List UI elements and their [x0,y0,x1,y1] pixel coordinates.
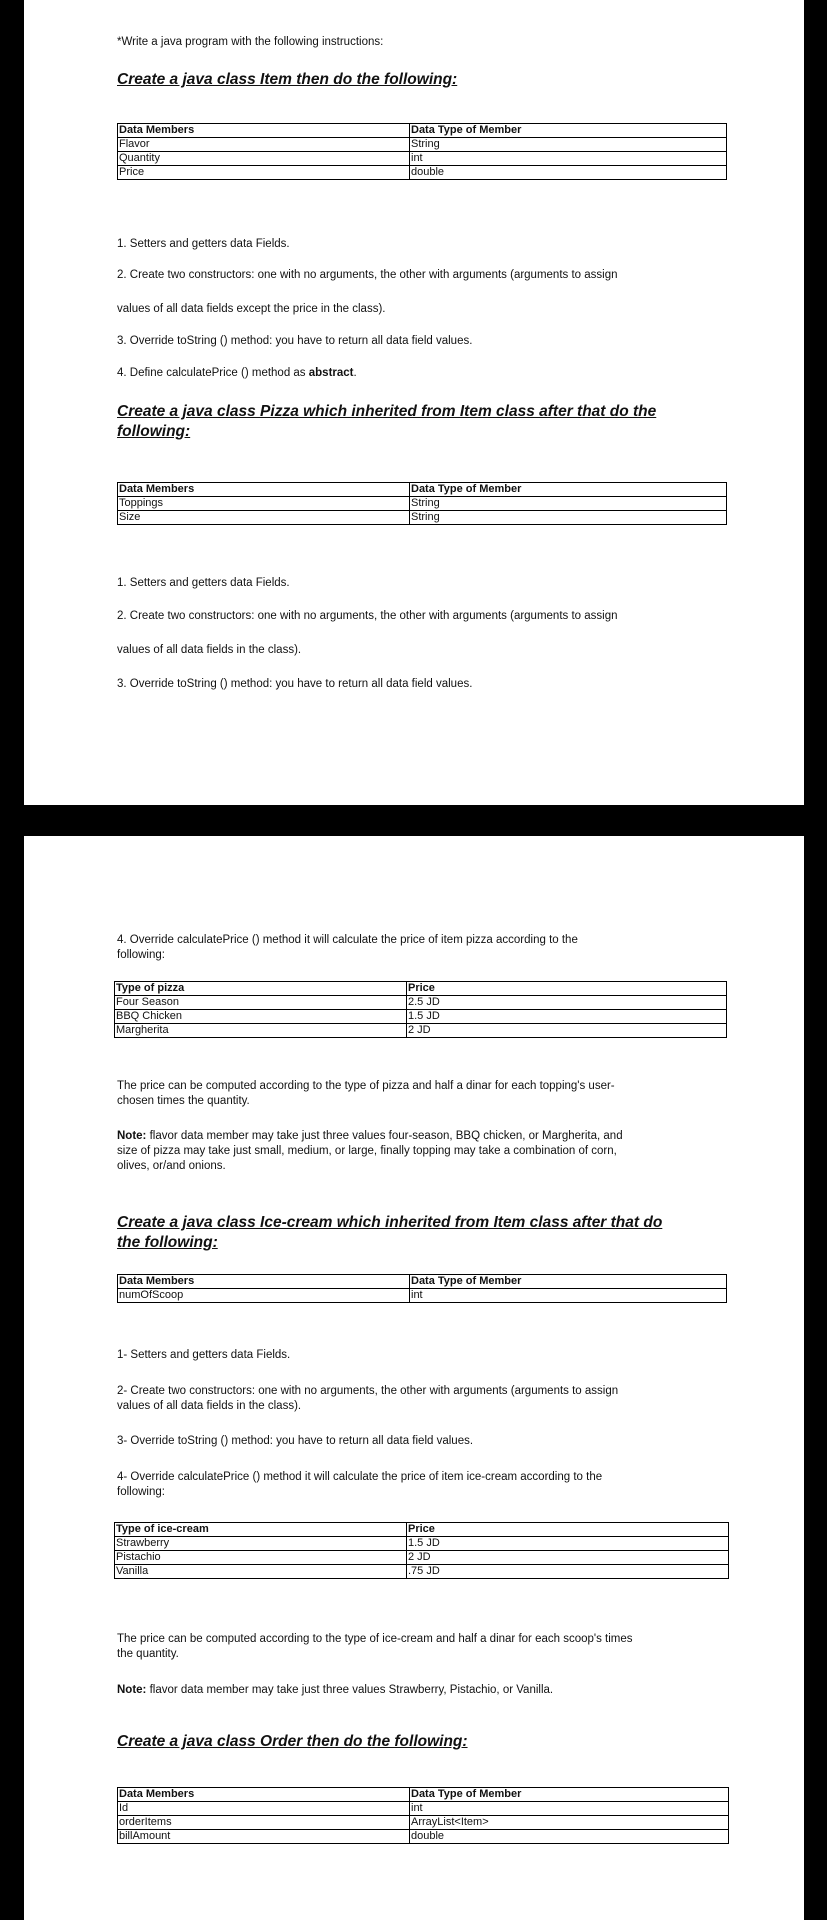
table-row [115,1565,729,1579]
table-cell: int [410,1802,729,1816]
table-cell: Strawberry [115,1537,407,1551]
icecream-price-note-line-2: the quantity. [117,1648,179,1660]
table-cell: BBQ Chicken [115,1010,407,1024]
table-row [118,1289,727,1303]
note-label: Note: [117,1130,147,1142]
order-members-table [117,1787,729,1844]
table-cell: billAmount [118,1830,410,1844]
table-row [118,1830,729,1844]
table-row [118,511,727,525]
pizza-note-line-1 [117,1129,623,1144]
pizza-note-line-3: olives, or/and onions. [117,1160,226,1172]
table-cell: Id [118,1802,410,1816]
table-cell: 1.5 JD [407,1010,727,1024]
table-cell: ArrayList<Item> [410,1816,729,1830]
table-header-cell: Price [407,982,727,996]
icecream-step-4-line-1: 4- Override calculatePrice () method it will calculate the price of item ice-cream according to the [117,1471,603,1483]
table-row [115,1537,729,1551]
document-page-1 [24,0,804,805]
icecream-heading-line-2: the following: [117,1234,218,1251]
table-cell: numOfScoop [118,1289,410,1303]
table-row [115,1010,727,1024]
table-cell: String [410,497,727,511]
table-header-cell: Data Type of Member [410,1788,729,1802]
icecream-step-2-line-2: values of all data fields in the class). [117,1400,302,1412]
table-row [115,1024,727,1038]
icecream-heading-line-1: Create a java class Ice-cream which inherited from Item class after that do [117,1214,663,1231]
table-cell: String [410,138,727,152]
table-cell: 2 JD [407,1024,727,1038]
pizza-note-text: flavor data member may take just three values four-season, BBQ chicken, or Margherita, and [146,1130,623,1142]
table-cell: orderItems [118,1816,410,1830]
pizza-members-table [117,482,727,525]
pizza-step-4-line-2: following: [117,949,165,961]
table-cell: String [410,511,727,525]
icecream-note-text: flavor data member may take just three values Strawberry, Pistachio, or Vanilla. [146,1684,554,1696]
intro-text: *Write a java program with the following instructions: [117,36,384,48]
table-row [118,1816,729,1830]
pizza-note-line-2: size of pizza may take just small, medium, or large, finally topping may take a combination of corn, [117,1145,617,1157]
pizza-step-3: 3. Override toString () method: you have to return all data field values. [117,678,473,690]
item-step-4 [117,366,357,381]
table-cell: double [410,166,727,180]
icecream-members-table [117,1274,727,1303]
pizza-price-table [114,981,727,1038]
table-cell: Size [118,511,410,525]
pizza-price-note-line-1: The price can be computed according to the type of pizza and half a dinar for each topping's user- [117,1080,615,1092]
table-header-cell: Data Members [118,483,410,497]
item-step-1: 1. Setters and getters data Fields. [117,238,290,250]
table-cell: Pistachio [115,1551,407,1565]
icecream-step-2-line-1: 2- Create two constructors: one with no arguments, the other with arguments (arguments to assign [117,1385,619,1397]
pizza-step-2-cont: values of all data fields in the class). [117,644,302,656]
icecream-step-3: 3- Override toString () method: you have to return all data field values. [117,1435,474,1447]
pizza-step-4-line-1: 4. Override calculatePrice () method it will calculate the price of item pizza according to the [117,934,578,946]
table-cell: Quantity [118,152,410,166]
table-cell: .75 JD [407,1565,729,1579]
table-cell: double [410,1830,729,1844]
table-cell: Four Season [115,996,407,1010]
table-cell: Price [118,166,410,180]
icecream-note [117,1683,553,1698]
table-header-cell: Data Type of Member [410,124,727,138]
table-header-row [118,1788,729,1802]
table-cell: 2 JD [407,1551,729,1565]
pizza-step-2: 2. Create two constructors: one with no arguments, the other with arguments (arguments to assign [117,610,618,622]
pizza-heading-line-2: following: [117,423,191,440]
icecream-price-note-line-1: The price can be computed according to the type of ice-cream and half a dinar for each scoop's times [117,1633,633,1645]
abstract-keyword: abstract [308,367,354,379]
table-header-cell: Price [407,1523,729,1537]
table-header-row [118,124,727,138]
table-cell: int [410,152,727,166]
table-header-row [118,483,727,497]
table-header-row [115,1523,729,1537]
item-step-3: 3. Override toString () method: you have to return all data field values. [117,335,473,347]
table-header-row [118,1275,727,1289]
icecream-step-4-line-2: following: [117,1486,165,1498]
item-heading: Create a java class Item then do the following: [117,71,458,88]
order-heading: Create a java class Order then do the following: [117,1733,468,1750]
item-step-4-text: 4. Define calculatePrice () method as [117,367,306,379]
item-members-table [117,123,727,180]
table-cell: int [410,1289,727,1303]
table-header-cell: Data Members [118,124,410,138]
table-cell: Vanilla [115,1565,407,1579]
table-row [118,1802,729,1816]
pizza-step-1: 1. Setters and getters data Fields. [117,577,290,589]
table-header-cell: Type of ice-cream [115,1523,407,1537]
table-header-cell: Data Type of Member [410,1275,727,1289]
item-step-4-end: . [353,367,357,379]
table-header-cell: Data Members [118,1788,410,1802]
table-header-cell: Data Members [118,1275,410,1289]
table-header-cell: Data Type of Member [410,483,727,497]
table-row [115,1551,729,1565]
icecream-price-table [114,1522,729,1579]
table-row [118,166,727,180]
note-label: Note: [117,1684,147,1696]
item-step-2: 2. Create two constructors: one with no arguments, the other with arguments (arguments to assign [117,269,618,281]
table-row [118,497,727,511]
table-cell: Flavor [118,138,410,152]
item-step-2-cont: values of all data fields except the price in the class). [117,303,386,315]
table-row [118,138,727,152]
table-row [118,152,727,166]
table-cell: 1.5 JD [407,1537,729,1551]
table-cell: Margherita [115,1024,407,1038]
table-header-cell: Type of pizza [115,982,407,996]
table-cell: 2.5 JD [407,996,727,1010]
document-page-2 [24,836,804,1920]
table-row [115,996,727,1010]
table-header-row [115,982,727,996]
pizza-price-note-line-2: chosen times the quantity. [117,1095,250,1107]
table-cell: Toppings [118,497,410,511]
pizza-heading-line-1: Create a java class Pizza which inherited from Item class after that do the [117,403,657,420]
icecream-step-1: 1- Setters and getters data Fields. [117,1349,291,1361]
